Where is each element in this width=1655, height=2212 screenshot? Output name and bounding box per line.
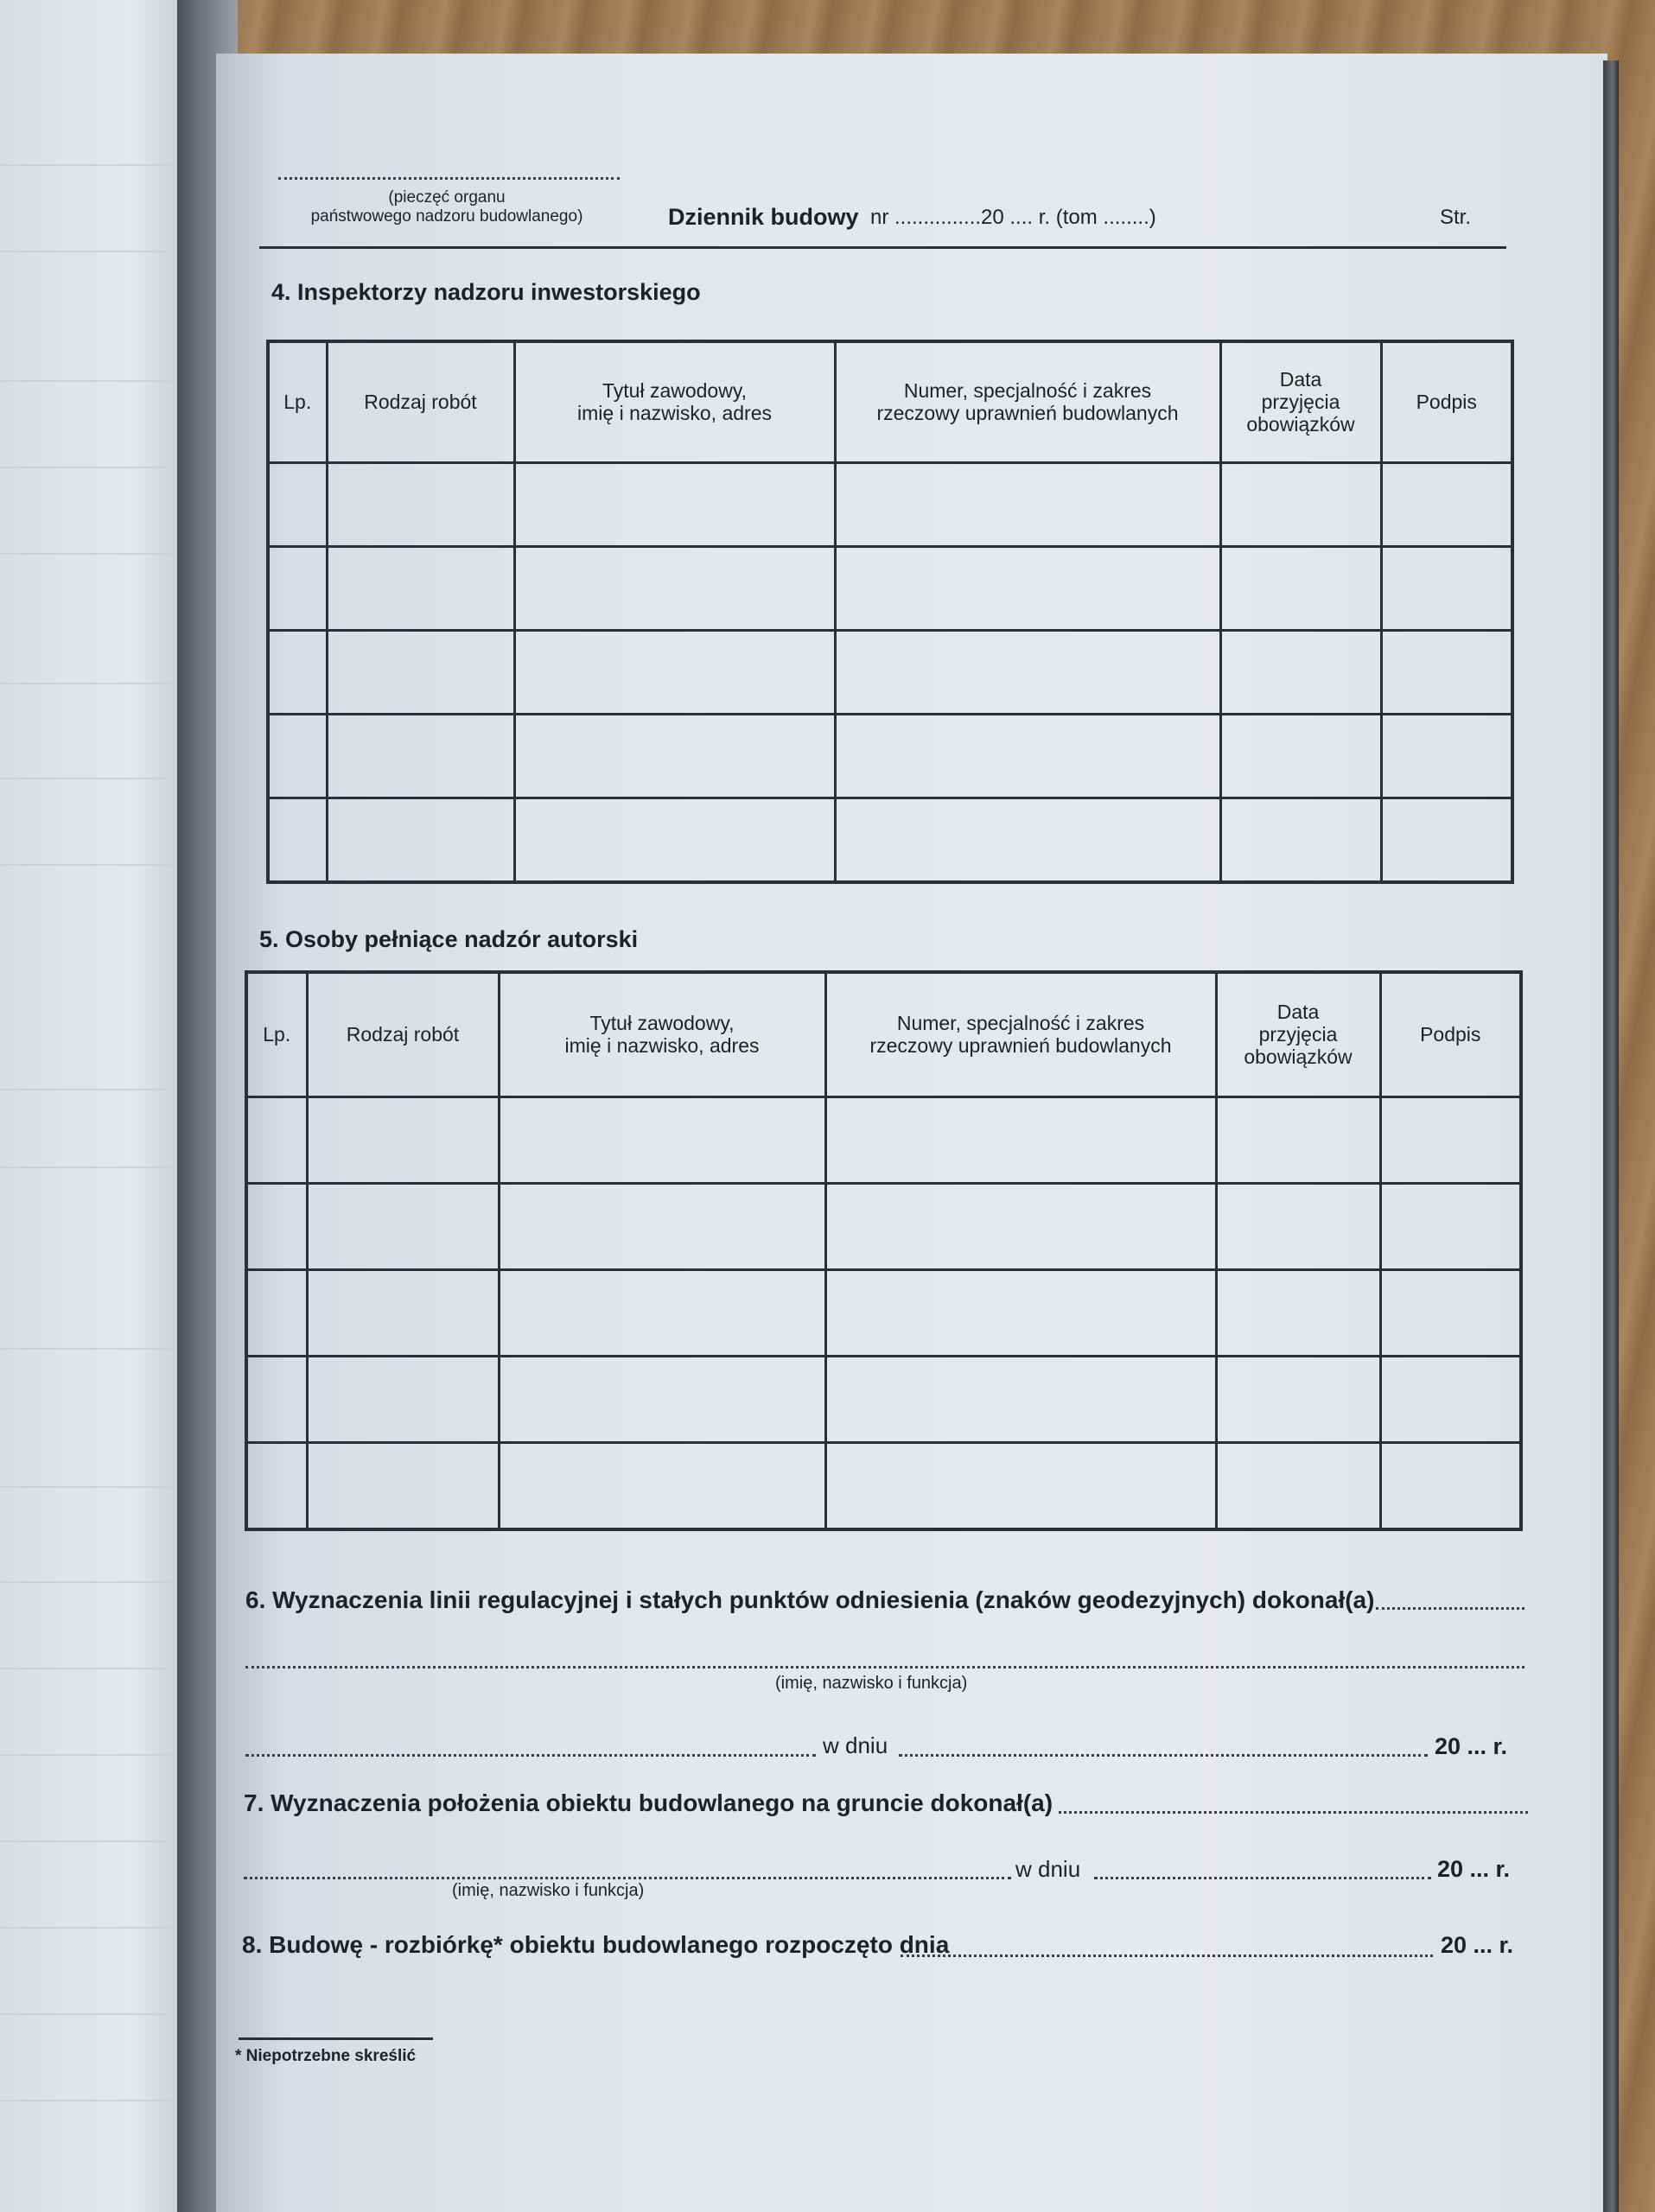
table-cell[interactable]	[499, 1356, 825, 1442]
col-podpis: Podpis	[1380, 972, 1521, 1096]
table-row	[268, 462, 1512, 546]
table-cell[interactable]	[835, 630, 1220, 714]
table-cell[interactable]	[307, 1356, 499, 1442]
table-row	[246, 1183, 1521, 1269]
section4-header-row	[268, 341, 1512, 462]
table-cell[interactable]	[307, 1096, 499, 1183]
table-cell[interactable]	[1380, 1356, 1521, 1442]
table-cell[interactable]	[499, 1442, 825, 1529]
table-cell[interactable]	[1380, 1442, 1521, 1529]
table-cell[interactable]	[307, 1442, 499, 1529]
table-cell[interactable]	[514, 630, 835, 714]
table-cell[interactable]	[1380, 1269, 1521, 1356]
table-cell[interactable]	[327, 630, 514, 714]
table-cell[interactable]	[1381, 798, 1512, 882]
table-row	[268, 714, 1512, 798]
section6-name-field[interactable]	[245, 1666, 1525, 1669]
section8-year: 20 ... r.	[1441, 1932, 1514, 1958]
table-cell[interactable]	[1381, 630, 1512, 714]
section7-w-dniu: w dniu	[1015, 1856, 1081, 1882]
section7-name-field[interactable]	[244, 1877, 1011, 1879]
table-cell[interactable]	[499, 1096, 825, 1183]
table-cell[interactable]	[246, 1096, 307, 1183]
section6-caption: (imię, nazwisko i funkcja)	[775, 1674, 968, 1693]
table-cell[interactable]	[835, 546, 1220, 630]
section7-year: 20 ... r.	[1437, 1856, 1511, 1882]
table-cell[interactable]	[499, 1183, 825, 1269]
section7-field-1[interactable]	[1059, 1811, 1528, 1814]
table-cell[interactable]	[307, 1269, 499, 1356]
table-row	[246, 1269, 1521, 1356]
section7-caption: (imię, nazwisko i funkcja)	[452, 1881, 645, 1900]
table-cell[interactable]	[1220, 630, 1381, 714]
table-cell[interactable]	[268, 630, 327, 714]
table-cell[interactable]	[327, 798, 514, 882]
col-rodzaj-robot: Rodzaj robót	[307, 972, 499, 1096]
table-cell[interactable]	[825, 1096, 1216, 1183]
footnote: * Niepotrzebne skreślić	[235, 2047, 417, 2065]
col-lp: Lp.	[246, 972, 307, 1096]
table-cell[interactable]	[1381, 546, 1512, 630]
col-podpis: Podpis	[1381, 341, 1512, 462]
table-cell[interactable]	[307, 1183, 499, 1269]
table-cell[interactable]	[1216, 1442, 1380, 1529]
table-cell[interactable]	[835, 798, 1220, 882]
col-lp: Lp.	[268, 341, 327, 462]
col-uprawnienia: Numer, specjalność i zakres rzeczowy uprawnień budowlanych	[825, 972, 1216, 1096]
table-cell[interactable]	[1380, 1096, 1521, 1183]
table-cell[interactable]	[499, 1269, 825, 1356]
table-cell[interactable]	[327, 546, 514, 630]
table-cell[interactable]	[514, 462, 835, 546]
section4-table	[266, 340, 1514, 884]
stamp-dotted-line	[278, 177, 620, 180]
table-cell[interactable]	[327, 714, 514, 798]
section6-place-field[interactable]	[245, 1754, 816, 1757]
table-cell[interactable]	[825, 1356, 1216, 1442]
table-row	[268, 630, 1512, 714]
table-cell[interactable]	[1381, 462, 1512, 546]
table-cell[interactable]	[825, 1183, 1216, 1269]
header-rule	[259, 246, 1506, 249]
table-cell[interactable]	[514, 546, 835, 630]
table-cell[interactable]	[246, 1183, 307, 1269]
section6-field-1[interactable]	[1376, 1607, 1525, 1610]
col-tytul: Tytuł zawodowy, imię i nazwisko, adres	[499, 972, 825, 1096]
table-cell[interactable]	[327, 462, 514, 546]
table-cell[interactable]	[268, 798, 327, 882]
table-cell[interactable]	[1220, 462, 1381, 546]
table-cell[interactable]	[246, 1269, 307, 1356]
col-data: Data przyjęcia obowiązków	[1216, 972, 1380, 1096]
section7-title: 7. Wyznaczenia położenia obiektu budowlanego na gruncie dokonał(a)	[244, 1789, 1053, 1816]
section6-w-dniu: w dniu	[823, 1732, 888, 1758]
table-cell[interactable]	[246, 1442, 307, 1529]
section8-title: 8. Budowę - rozbiórkę* obiektu budowlanego rozpoczęto dnia	[242, 1931, 950, 1958]
table-cell[interactable]	[1381, 714, 1512, 798]
col-rodzaj-robot: Rodzaj robót	[327, 341, 514, 462]
col-tytul: Tytuł zawodowy, imię i nazwisko, adres	[514, 341, 835, 462]
table-cell[interactable]	[246, 1356, 307, 1442]
table-cell[interactable]	[1220, 714, 1381, 798]
section8-date-field[interactable]	[901, 1955, 1433, 1957]
table-cell[interactable]	[514, 714, 835, 798]
table-cell[interactable]	[825, 1269, 1216, 1356]
table-cell[interactable]	[825, 1442, 1216, 1529]
section5-header-row	[246, 972, 1521, 1096]
table-cell[interactable]	[268, 462, 327, 546]
table-cell[interactable]	[1220, 798, 1381, 882]
footnote-rule	[239, 2037, 433, 2040]
col-uprawnienia: Numer, specjalność i zakres rzeczowy uprawnień budowlanych	[835, 341, 1220, 462]
table-cell[interactable]	[835, 462, 1220, 546]
page-number-label: Str.	[1440, 206, 1472, 229]
table-row	[246, 1356, 1521, 1442]
table-cell[interactable]	[268, 714, 327, 798]
table-cell[interactable]	[1216, 1183, 1380, 1269]
table-cell[interactable]	[1216, 1356, 1380, 1442]
section5-table	[245, 970, 1523, 1531]
table-row	[246, 1096, 1521, 1183]
section4-title: 4. Inspektorzy nadzoru inwestorskiego	[271, 279, 701, 305]
table-cell[interactable]	[268, 546, 327, 630]
table-row	[268, 798, 1512, 882]
stamp-label: (pieczęć organu państwowego nadzoru budowlanego)	[310, 188, 583, 226]
table-row	[268, 546, 1512, 630]
table-cell[interactable]	[1380, 1183, 1521, 1269]
table-cell[interactable]	[1220, 546, 1381, 630]
page-edge	[1603, 60, 1619, 2212]
table-cell[interactable]	[1216, 1096, 1380, 1183]
section6-date-field[interactable]	[899, 1754, 1428, 1757]
section6-title: 6. Wyznaczenia linii regulacyjnej i stałych punktów odniesienia (znaków geodezyjnych) dokonał(a)	[245, 1586, 1375, 1613]
table-row	[246, 1442, 1521, 1529]
table-cell[interactable]	[835, 714, 1220, 798]
table-cell[interactable]	[1216, 1269, 1380, 1356]
table-cell[interactable]	[514, 798, 835, 882]
col-data: Data przyjęcia obowiązków	[1220, 341, 1381, 462]
section5-title: 5. Osoby pełniące nadzór autorski	[259, 926, 639, 952]
journal-fields: nr ...............20 .... r. (tom ........)	[870, 206, 1156, 229]
journal-title: Dziennik budowy	[668, 204, 859, 230]
section7-date-field[interactable]	[1094, 1877, 1431, 1879]
section6-year: 20 ... r.	[1435, 1733, 1508, 1759]
